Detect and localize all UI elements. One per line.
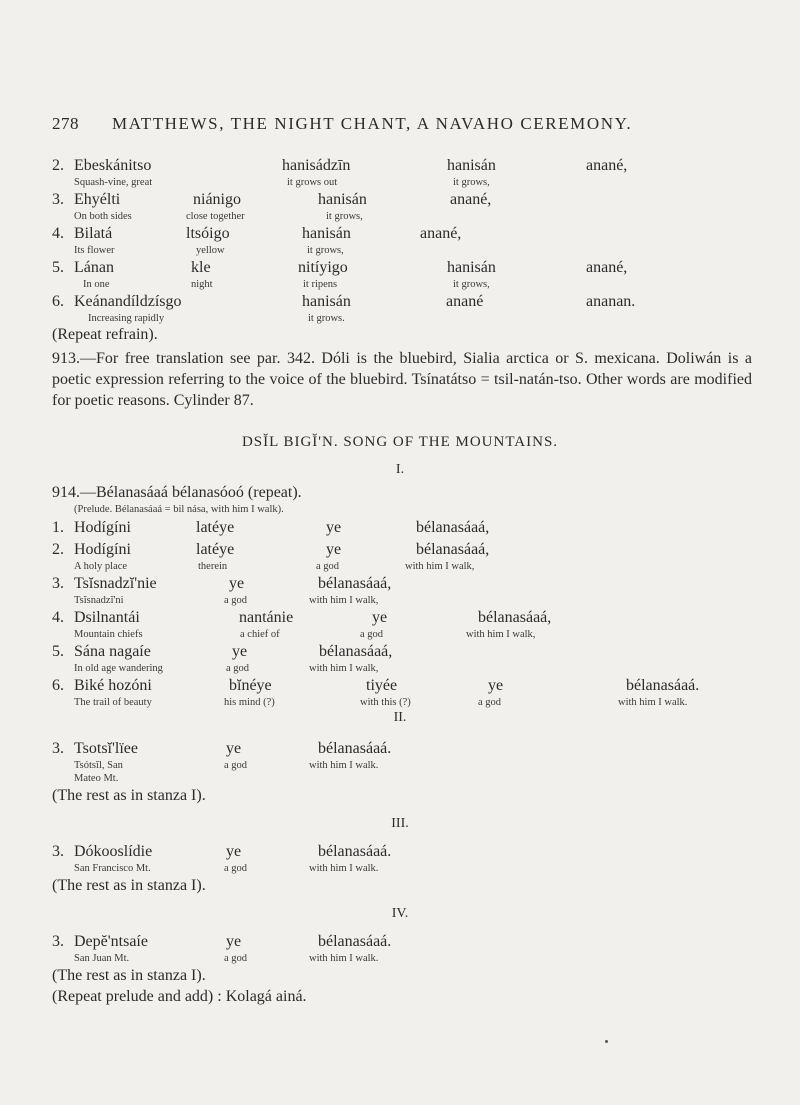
gloss: a god [224, 953, 248, 964]
gloss: a god [224, 760, 248, 771]
navaho-word: ltsóigo [186, 225, 230, 242]
gloss: Mountain chiefs [74, 629, 143, 640]
gloss: San Juan Mt. [74, 953, 130, 964]
page-header [0, 114, 800, 136]
gloss: In old age wandering [74, 663, 163, 674]
navaho-word: ye [326, 541, 342, 558]
song-title: DSĬL BIGĬ'N. SONG OF THE MOUNTAINS. [241, 434, 559, 450]
gloss: close together [186, 211, 245, 222]
navaho-word: bĭnéye [229, 677, 272, 694]
navaho-word: tiyée [366, 677, 398, 694]
line-number: 3. [52, 575, 64, 592]
navaho-word: nantánie [239, 609, 294, 626]
navaho-word: bélanasáaá, [319, 643, 393, 660]
gloss: with him I walk. [309, 760, 379, 771]
navaho-word: latéye [196, 519, 235, 536]
gloss: a god [226, 663, 250, 674]
stanza-label: II. [393, 710, 407, 725]
line-number: 3. [52, 191, 64, 208]
gloss: A holy place [74, 561, 128, 572]
gloss: therein [198, 561, 228, 572]
page-number: 278 [52, 114, 79, 133]
line-number: 3. [52, 843, 64, 860]
prelude-gloss: (Prelude. Bélanasáaá = bil nása, with him I walk). [74, 504, 284, 515]
gloss: with him I walk, [309, 663, 379, 674]
gloss: a god [224, 863, 248, 874]
navaho-word: Dsilnantái [74, 609, 140, 626]
gloss: with him I walk, [466, 629, 536, 640]
navaho-word: hanisán [447, 157, 496, 174]
navaho-word: kle [191, 259, 211, 276]
navaho-word: ananan. [586, 293, 636, 310]
gloss: night [191, 279, 213, 290]
gloss: Tsótsĭl, San [74, 760, 123, 771]
print-speck [605, 1040, 608, 1043]
line-number: 5. [52, 643, 64, 660]
navaho-word: ye [232, 643, 248, 660]
stanza-label: III. [391, 816, 409, 831]
navaho-word: hanisán [318, 191, 367, 208]
navaho-word: hanisán [302, 225, 351, 242]
line-number: 6. [52, 293, 64, 310]
gloss: Squash-vine, great [74, 177, 153, 188]
rest-note: (The rest as in stanza I). [52, 967, 206, 984]
gloss: a god [360, 629, 384, 640]
rest-note: (The rest as in stanza I). [52, 787, 206, 804]
stanza-label: I. [395, 462, 405, 477]
gloss: it grows, [453, 279, 490, 290]
stanza-label: IV. [391, 906, 409, 921]
navaho-word: hanisádzīn [282, 157, 351, 174]
line-number: 2. [52, 541, 64, 558]
navaho-word: anané, [450, 191, 492, 208]
navaho-word: Tsotsĭ'lïee [74, 740, 138, 757]
gloss: it grows out [287, 177, 338, 188]
navaho-word: hanisán [447, 259, 496, 276]
navaho-word: hanisán [302, 293, 351, 310]
gloss: a chief of [240, 629, 280, 640]
navaho-word: Tsĭsnadzĭ'nie [74, 575, 157, 592]
line-number: 1. [52, 519, 64, 536]
navaho-word: bélanasáaá. [318, 843, 392, 860]
line-number: 3. [52, 740, 64, 757]
navaho-word: Biké hozóni [74, 677, 152, 694]
gloss: with him I walk. [618, 697, 688, 708]
navaho-word: Dókooslídie [74, 843, 153, 860]
line-number: 2. [52, 157, 64, 174]
gloss: with him I walk, [309, 595, 379, 606]
gloss: San Francisco Mt. [74, 863, 151, 874]
gloss: yellow [196, 245, 225, 256]
navaho-word: anané, [586, 157, 628, 174]
navaho-word: bélanasáaá, [416, 519, 490, 536]
gloss: Its flower [74, 245, 115, 256]
navaho-word: anané, [420, 225, 462, 242]
navaho-word: ye [326, 519, 342, 536]
gloss: In one [83, 279, 110, 290]
rest-note: (The rest as in stanza I). [52, 877, 206, 894]
gloss: On both sides [74, 211, 132, 222]
gloss: Mateo Mt. [74, 773, 119, 784]
navaho-word: Lánan [74, 259, 114, 276]
navaho-word: bélanasáaá. [318, 740, 392, 757]
navaho-word: ye [226, 933, 242, 950]
navaho-word: Bilatá [74, 225, 113, 242]
gloss: his mind (?) [224, 697, 275, 708]
navaho-word: ye [226, 740, 242, 757]
navaho-word: anané, [586, 259, 628, 276]
gloss: a god [316, 561, 340, 572]
gloss: it grows, [453, 177, 490, 188]
repeat-note: (Repeat refrain). [52, 326, 158, 343]
navaho-word: ye [488, 677, 504, 694]
gloss: with him I walk, [405, 561, 475, 572]
gloss: with this (?) [360, 697, 411, 708]
paragraph-913: 913.—For free translation see par. 342. Dóli is the bluebird, Sialia arctica or S. mexicana. Doliwán is a poetic expression referring to the voice of the bluebird. Tsínatátso = tsil-natán-tso. Other words are modified for poetic reasons. Cylinder 87. [52, 350, 752, 409]
navaho-word: anané [446, 293, 484, 310]
navaho-word: bélanasáaá. [626, 677, 700, 694]
gloss: it grows, [326, 211, 363, 222]
navaho-word: niánigo [193, 191, 241, 208]
line-number: 3. [52, 933, 64, 950]
line-number: 5. [52, 259, 64, 276]
gloss: with him I walk. [309, 863, 379, 874]
navaho-word: Ehyélti [74, 191, 121, 208]
navaho-word: Ebeskánitso [74, 157, 152, 174]
gloss: it ripens [303, 279, 338, 290]
gloss: it grows. [308, 313, 345, 324]
navaho-word: Keánandíldzísgo [74, 293, 182, 310]
prelude-line: 914.—Bélanasáaá bélanasóoó (repeat). [52, 484, 302, 501]
navaho-word: bélanasáaá, [318, 575, 392, 592]
final-note: (Repeat prelude and add) : Kolagá ainá. [52, 988, 307, 1005]
gloss: Increasing rapidly [88, 313, 165, 324]
navaho-word: nitíyigo [298, 259, 348, 276]
navaho-word: ye [229, 575, 245, 592]
gloss: with him I walk. [309, 953, 379, 964]
navaho-word: ye [226, 843, 242, 860]
gloss: The trail of beauty [74, 697, 152, 708]
navaho-word: bélanasáaá, [416, 541, 490, 558]
line-number: 4. [52, 225, 64, 242]
running-title: MATTHEWS, THE NIGHT CHANT, A NAVAHO CEREMONY. [112, 114, 633, 133]
gloss: Tsĭsnadzĭ'ni [74, 595, 124, 606]
navaho-word: Sána nagaíe [74, 643, 151, 660]
navaho-word: ye [372, 609, 388, 626]
navaho-word: Depĕ'ntsaíe [74, 933, 148, 950]
line-number: 4. [52, 609, 64, 626]
line-number: 6. [52, 677, 64, 694]
navaho-word: Hodígíni [74, 519, 131, 536]
navaho-word: bélanasáaá, [478, 609, 552, 626]
gloss: a god [224, 595, 248, 606]
gloss: it grows, [307, 245, 344, 256]
navaho-word: bélanasáaá. [318, 933, 392, 950]
gloss: a god [478, 697, 502, 708]
navaho-word: latéye [196, 541, 235, 558]
navaho-word: Hodígíni [74, 541, 131, 558]
